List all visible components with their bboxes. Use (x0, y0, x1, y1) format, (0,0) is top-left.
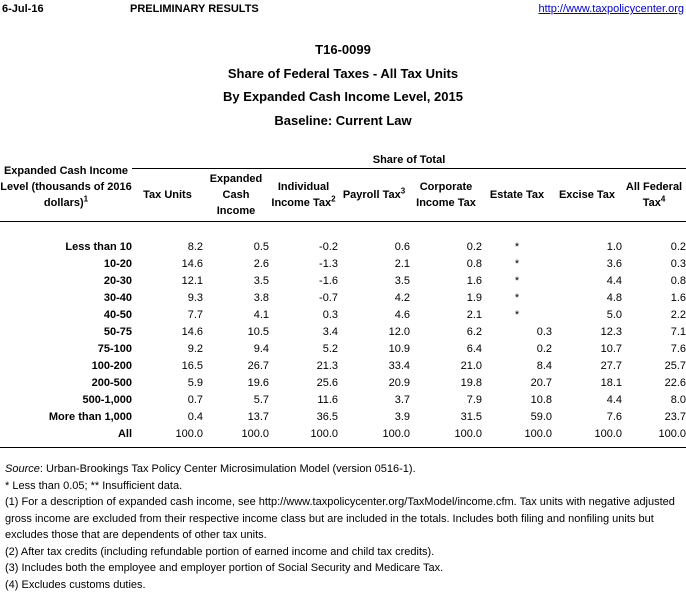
table-cell: 3.5 (394, 275, 410, 287)
tpc-website-link[interactable]: http://www.taxpolicycenter.org (538, 3, 684, 15)
table-cell: 12.1 (181, 275, 203, 287)
table-cell: 5.2 (322, 343, 338, 355)
table-cell: 3.4 (322, 326, 338, 338)
table-cell: * (514, 292, 520, 304)
table-cell: -0.7 (319, 292, 338, 304)
table-cell: 13.7 (247, 411, 269, 423)
table-cell: 4.8 (606, 292, 622, 304)
table-cell: 2.6 (253, 258, 269, 270)
table-row (0, 341, 686, 358)
table-cell: 31.5 (460, 411, 482, 423)
table-titles (0, 40, 686, 134)
table-row (0, 375, 686, 392)
table-cell: 7.1 (670, 326, 686, 338)
column-header: Corporate Income Tax (410, 169, 482, 222)
table-cell: 36.5 (316, 411, 338, 423)
table-cell: 0.6 (394, 241, 410, 253)
table-row (0, 273, 686, 290)
note-1: (1) For a description of expanded cash income, see http://www.taxpolicycenter.org/TaxModel/income.cfm. Tax units with negative adjusted gross income are excluded from their respective income class but are included in the totals. Includes both filing and nonfiling units but excludes those that are dependents of other tax units. (5, 496, 675, 541)
table-cell: 8.0 (670, 394, 686, 406)
income-level-header: Expanded Cash Income Level (thousands of 2016 dollars)$^1$ (0, 152, 132, 222)
table-cell: 1.9 (466, 292, 482, 304)
table-cell: 0.2 (466, 241, 482, 253)
income-class-label: 50-75 (103, 326, 132, 338)
footnotes (5, 461, 681, 593)
table-cell: 3.7 (394, 394, 410, 406)
income-class-label: All (0, 426, 132, 448)
share-of-taxes-table (0, 152, 686, 448)
table-cell: 20.9 (388, 377, 410, 389)
top-bar (2, 3, 684, 19)
table-cell: 9.2 (187, 343, 203, 355)
table-cell: 0.2 (536, 343, 552, 355)
table-cell: 2.1 (394, 258, 410, 270)
title-line-1: Share of Federal Taxes - All Tax Units (227, 65, 459, 81)
table-cell: 12.0 (388, 326, 410, 338)
income-class-label: 500-1,000 (82, 394, 132, 406)
table-cell: -1.6 (319, 275, 338, 287)
share-of-total-header: Share of Total (132, 152, 686, 169)
table-cell: 5.7 (253, 394, 269, 406)
title-line-3: Baseline: Current Law (274, 112, 412, 128)
source-note: Source: Urban-Brookings Tax Policy Center Microsimulation Model (version 0516-1). (5, 463, 416, 475)
column-header: Payroll Tax$^3$ (338, 169, 410, 222)
table-cell: 6.4 (466, 343, 482, 355)
table-cell: 4.1 (253, 309, 269, 321)
table-cell: 5.9 (187, 377, 203, 389)
column-header: Tax Units (132, 169, 203, 222)
column-header: Estate Tax (482, 169, 552, 222)
table-cell: 8.2 (187, 241, 203, 253)
table-cell: 100.0 (622, 426, 686, 448)
table-cell: 0.5 (253, 241, 269, 253)
table-cell: 1.6 (466, 275, 482, 287)
income-class-label: Less than 10 (65, 241, 132, 253)
table-cell: 59.0 (530, 411, 552, 423)
table-cell: 16.5 (181, 360, 203, 372)
table-cell: 10.5 (247, 326, 269, 338)
table-cell: 4.2 (394, 292, 410, 304)
income-class-label: 200-500 (91, 377, 132, 389)
table-cell: 2.2 (670, 309, 686, 321)
table-cell: 19.6 (247, 377, 269, 389)
table-cell: 9.4 (253, 343, 269, 355)
table-cell: 21.0 (460, 360, 482, 372)
table-cell: 10.9 (388, 343, 410, 355)
column-header: All Federal Tax$^4$ (622, 169, 686, 222)
table-cell: 20.7 (530, 377, 552, 389)
income-class-label: 30-40 (103, 292, 132, 304)
income-class-label: 100-200 (91, 360, 132, 372)
column-header: Individual Income Tax$^2$ (269, 169, 338, 222)
table-cell: 14.6 (181, 258, 203, 270)
table-cell: 100.0 (338, 426, 410, 448)
income-class-label: 10-20 (103, 258, 132, 270)
table-cell: 18.1 (600, 377, 622, 389)
table-cell: 3.8 (253, 292, 269, 304)
table-cell: 100.0 (482, 426, 552, 448)
table-cell: 19.8 (460, 377, 482, 389)
table-row (0, 409, 686, 426)
table-cell: 10.7 (600, 343, 622, 355)
table-cell: 100.0 (410, 426, 482, 448)
table-cell: 0.3 (322, 309, 338, 321)
table-cell: 1.0 (606, 241, 622, 253)
table-row (0, 307, 686, 324)
table-cell: 4.6 (394, 309, 410, 321)
table-row (0, 290, 686, 307)
note-3: (3) Includes both the employee and employer portion of Social Security and Medicare Tax. (5, 562, 444, 574)
table-cell: 9.3 (187, 292, 203, 304)
table-cell: 10.8 (530, 394, 552, 406)
table-cell: 5.0 (606, 309, 622, 321)
table-cell: * (514, 258, 520, 270)
table-cell: 0.8 (670, 275, 686, 287)
note-4: (4) Excludes customs duties. (5, 578, 146, 591)
status-label: PRELIMINARY RESULTS (130, 3, 259, 15)
table-cell: 7.7 (187, 309, 203, 321)
note-2: (2) After tax credits (including refundable portion of earned income and child tax credits). (5, 545, 435, 558)
table-cell: 4.4 (606, 275, 622, 287)
table-cell: 100.0 (203, 426, 269, 448)
table-cell: 21.3 (316, 360, 338, 372)
table-cell: -1.3 (319, 258, 338, 270)
table-id: T16-0099 (315, 42, 371, 57)
table-cell: * (514, 241, 520, 253)
note-star: * Less than 0.05; ** Insufficient data. (5, 479, 183, 492)
table-cell: 8.4 (536, 360, 552, 372)
table-cell: 7.9 (466, 394, 482, 406)
table-cell: 23.7 (664, 411, 686, 423)
table-row (0, 324, 686, 341)
table-cell: 4.4 (606, 394, 622, 406)
table-cell: 25.6 (316, 377, 338, 389)
report-date: 6-Jul-16 (2, 3, 44, 15)
table-cell: 2.1 (466, 309, 482, 321)
table-cell: * (514, 309, 520, 321)
income-class-label: 75-100 (97, 343, 132, 355)
table-cell: 3.9 (394, 411, 410, 423)
table-row (0, 392, 686, 409)
table-cell: 12.3 (600, 326, 622, 338)
table-row (0, 256, 686, 273)
table-cell: 0.2 (670, 241, 686, 253)
table-cell: 33.4 (388, 360, 410, 372)
table-cell: 6.2 (466, 326, 482, 338)
table-cell: 25.7 (664, 360, 686, 372)
table-cell: 14.6 (181, 326, 203, 338)
table-cell: -0.2 (319, 241, 338, 253)
table-cell: 0.7 (187, 394, 203, 406)
table-cell: 11.6 (317, 394, 338, 406)
table-cell: 0.3 (536, 326, 552, 338)
column-header: Expanded Cash Income (203, 169, 269, 222)
column-header: Excise Tax (552, 169, 622, 222)
table-row (0, 239, 686, 256)
table-cell: 27.7 (600, 360, 622, 372)
table-cell: 0.8 (466, 258, 482, 270)
table-cell: 0.4 (187, 411, 203, 423)
table-row (0, 358, 686, 375)
income-class-label: 20-30 (103, 275, 132, 287)
table-row (0, 426, 686, 448)
income-class-label: More than 1,000 (48, 411, 132, 423)
table-cell: 1.6 (670, 292, 686, 304)
table-cell: 100.0 (269, 426, 338, 448)
table-cell: 3.5 (253, 275, 269, 287)
table-cell: 7.6 (670, 343, 686, 355)
table-cell: 3.6 (606, 258, 622, 270)
table-cell: 22.6 (664, 377, 686, 389)
title-line-2: By Expanded Cash Income Level, 2015 (223, 89, 463, 104)
table-cell: * (514, 275, 520, 287)
table-cell: 0.3 (670, 258, 686, 270)
table-cell: 26.7 (247, 360, 269, 372)
table-cell: 100.0 (132, 426, 203, 448)
income-class-label: 40-50 (103, 309, 132, 321)
table-cell: 7.6 (606, 411, 622, 423)
table-cell: 100.0 (552, 426, 622, 448)
